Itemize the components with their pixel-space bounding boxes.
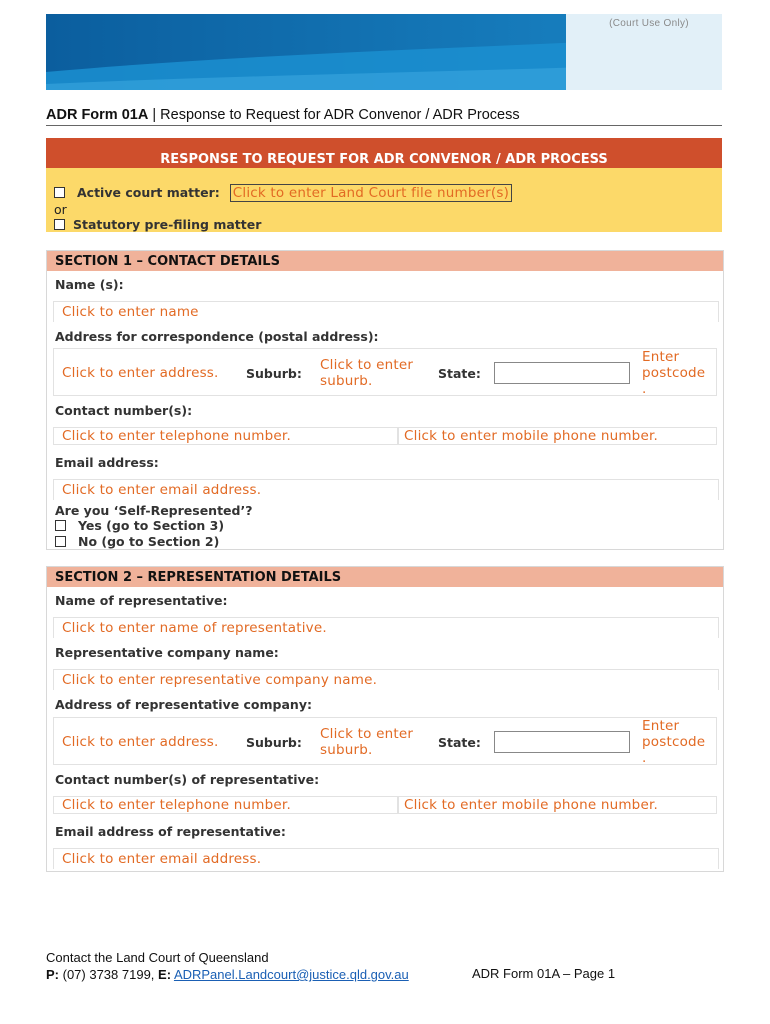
rep-telephone-placeholder: Click to enter telephone number.: [62, 797, 291, 813]
company-address-field[interactable]: Click to enter address.: [62, 734, 219, 750]
name-label: Name (s):: [55, 277, 124, 292]
company-state-label: State:: [438, 735, 481, 750]
company-address-group: [53, 717, 717, 765]
company-suburb-ph-line1: Click to enter: [320, 726, 414, 742]
postcode-field[interactable]: [642, 349, 705, 397]
header-banner: [46, 14, 722, 90]
footer-contact: Contact the Land Court of Queensland: [46, 950, 269, 965]
email-placeholder: Click to enter email address.: [62, 482, 262, 498]
mobile-field[interactable]: [397, 427, 717, 445]
company-name-field[interactable]: [53, 669, 719, 690]
state-label: State:: [438, 366, 481, 381]
company-postcode-ph-line1: Enter: [642, 718, 680, 734]
section-2-representation-details: [46, 566, 724, 872]
suburb-ph-line2: suburb.: [320, 373, 373, 389]
section-2-header: [47, 567, 723, 587]
state-select[interactable]: [494, 362, 630, 384]
company-name-placeholder: Click to enter representative company name.: [62, 672, 378, 688]
email-field[interactable]: [53, 479, 719, 500]
court-use-only-box: [566, 14, 722, 90]
active-matter-row: [54, 185, 512, 201]
address-field[interactable]: Click to enter address.: [62, 365, 219, 381]
company-postcode-field[interactable]: [642, 718, 705, 766]
telephone-field[interactable]: [53, 427, 399, 445]
section-2-heading: SECTION 2 – REPRESENTATION DETAILS: [55, 570, 342, 585]
self-rep-no-option: [55, 534, 219, 549]
rep-name-field[interactable]: [53, 617, 719, 638]
self-rep-yes-checkbox[interactable]: [55, 520, 66, 531]
company-postcode-ph-line2: postcode: [642, 734, 706, 750]
rep-contact-label: Contact number(s) of representative:: [55, 772, 320, 787]
active-matter-checkbox[interactable]: [54, 187, 65, 198]
company-postcode-ph-line3: .: [642, 750, 647, 766]
suburb-field[interactable]: [320, 357, 413, 389]
form-subtitle: Response to Request for ADR Convenor / ADR Process: [160, 107, 520, 123]
footer-phone-label: P:: [46, 967, 59, 982]
name-placeholder: Click to enter name: [62, 304, 199, 320]
section-1-header: [47, 251, 723, 271]
postcode-ph-line1: Enter: [642, 349, 680, 365]
self-rep-no-label: No (go to Section 2): [78, 534, 220, 549]
rep-contact-row: [53, 796, 717, 814]
address-label: Address for correspondence (postal address):: [55, 329, 379, 344]
court-use-label: (Court Use Only): [609, 18, 689, 29]
statutory-matter-label: Statutory pre-filing matter: [73, 217, 262, 232]
footer-email-link[interactable]: ADRPanel.Landcourt@justice.qld.gov.au: [173, 967, 409, 982]
form-heading-bar: [46, 138, 722, 168]
postcode-ph-line3: .: [642, 381, 647, 397]
statutory-matter-checkbox[interactable]: [54, 219, 65, 230]
self-rep-yes-label: Yes (go to Section 3): [78, 518, 225, 533]
suburb-label: Suburb:: [246, 366, 302, 381]
postcode-ph-line2: postcode: [642, 365, 706, 381]
footer-phone: (07) 3738 7199,: [59, 967, 159, 982]
company-state-select[interactable]: [494, 731, 630, 753]
or-text: or: [54, 202, 67, 217]
rep-name-placeholder: Click to enter name of representative.: [62, 620, 327, 636]
footer-contact-details: [46, 967, 409, 982]
name-field[interactable]: [53, 301, 719, 322]
form-title: [46, 107, 722, 126]
company-address-label: Address of representative company:: [55, 697, 312, 712]
company-name-label: Representative company name:: [55, 645, 279, 660]
self-represented-label: Are you ‘Self-Represented’?: [55, 503, 253, 518]
suburb-ph-line1: Click to enter: [320, 357, 414, 373]
form-id: ADR Form 01A: [46, 107, 149, 123]
land-court-file-number-field[interactable]: Click to enter Land Court file number(s): [230, 184, 512, 202]
section-1-contact-details: [46, 250, 724, 550]
rep-mobile-field[interactable]: [397, 796, 717, 814]
rep-email-label: Email address of representative:: [55, 824, 286, 839]
rep-telephone-field[interactable]: [53, 796, 399, 814]
rep-name-label: Name of representative:: [55, 593, 228, 608]
section-1-heading: SECTION 1 – CONTACT DETAILS: [55, 254, 280, 269]
company-suburb-ph-line2: suburb.: [320, 742, 373, 758]
page-number: ADR Form 01A – Page 1: [472, 966, 616, 981]
matter-type-box: [46, 168, 722, 232]
company-suburb-field[interactable]: [320, 726, 413, 758]
footer-email-label: E:: [158, 967, 172, 982]
rep-email-placeholder: Click to enter email address.: [62, 851, 262, 867]
rep-mobile-placeholder: Click to enter mobile phone number.: [404, 797, 658, 813]
footer: [46, 950, 409, 982]
self-rep-no-checkbox[interactable]: [55, 536, 66, 547]
telephone-placeholder: Click to enter telephone number.: [62, 428, 291, 444]
form-heading: RESPONSE TO REQUEST FOR ADR CONVENOR / ADR PROCESS: [160, 152, 608, 167]
self-rep-yes-option: [55, 518, 224, 533]
rep-email-field[interactable]: [53, 848, 719, 869]
contact-number-row: [53, 427, 717, 445]
contact-number-label: Contact number(s):: [55, 403, 193, 418]
address-group: [53, 348, 717, 396]
statutory-matter-row: [54, 217, 261, 232]
title-separator: |: [148, 107, 161, 123]
mobile-placeholder: Click to enter mobile phone number.: [404, 428, 658, 444]
company-suburb-label: Suburb:: [246, 735, 302, 750]
active-matter-label: Active court matter:: [77, 185, 220, 200]
email-label: Email address:: [55, 455, 159, 470]
